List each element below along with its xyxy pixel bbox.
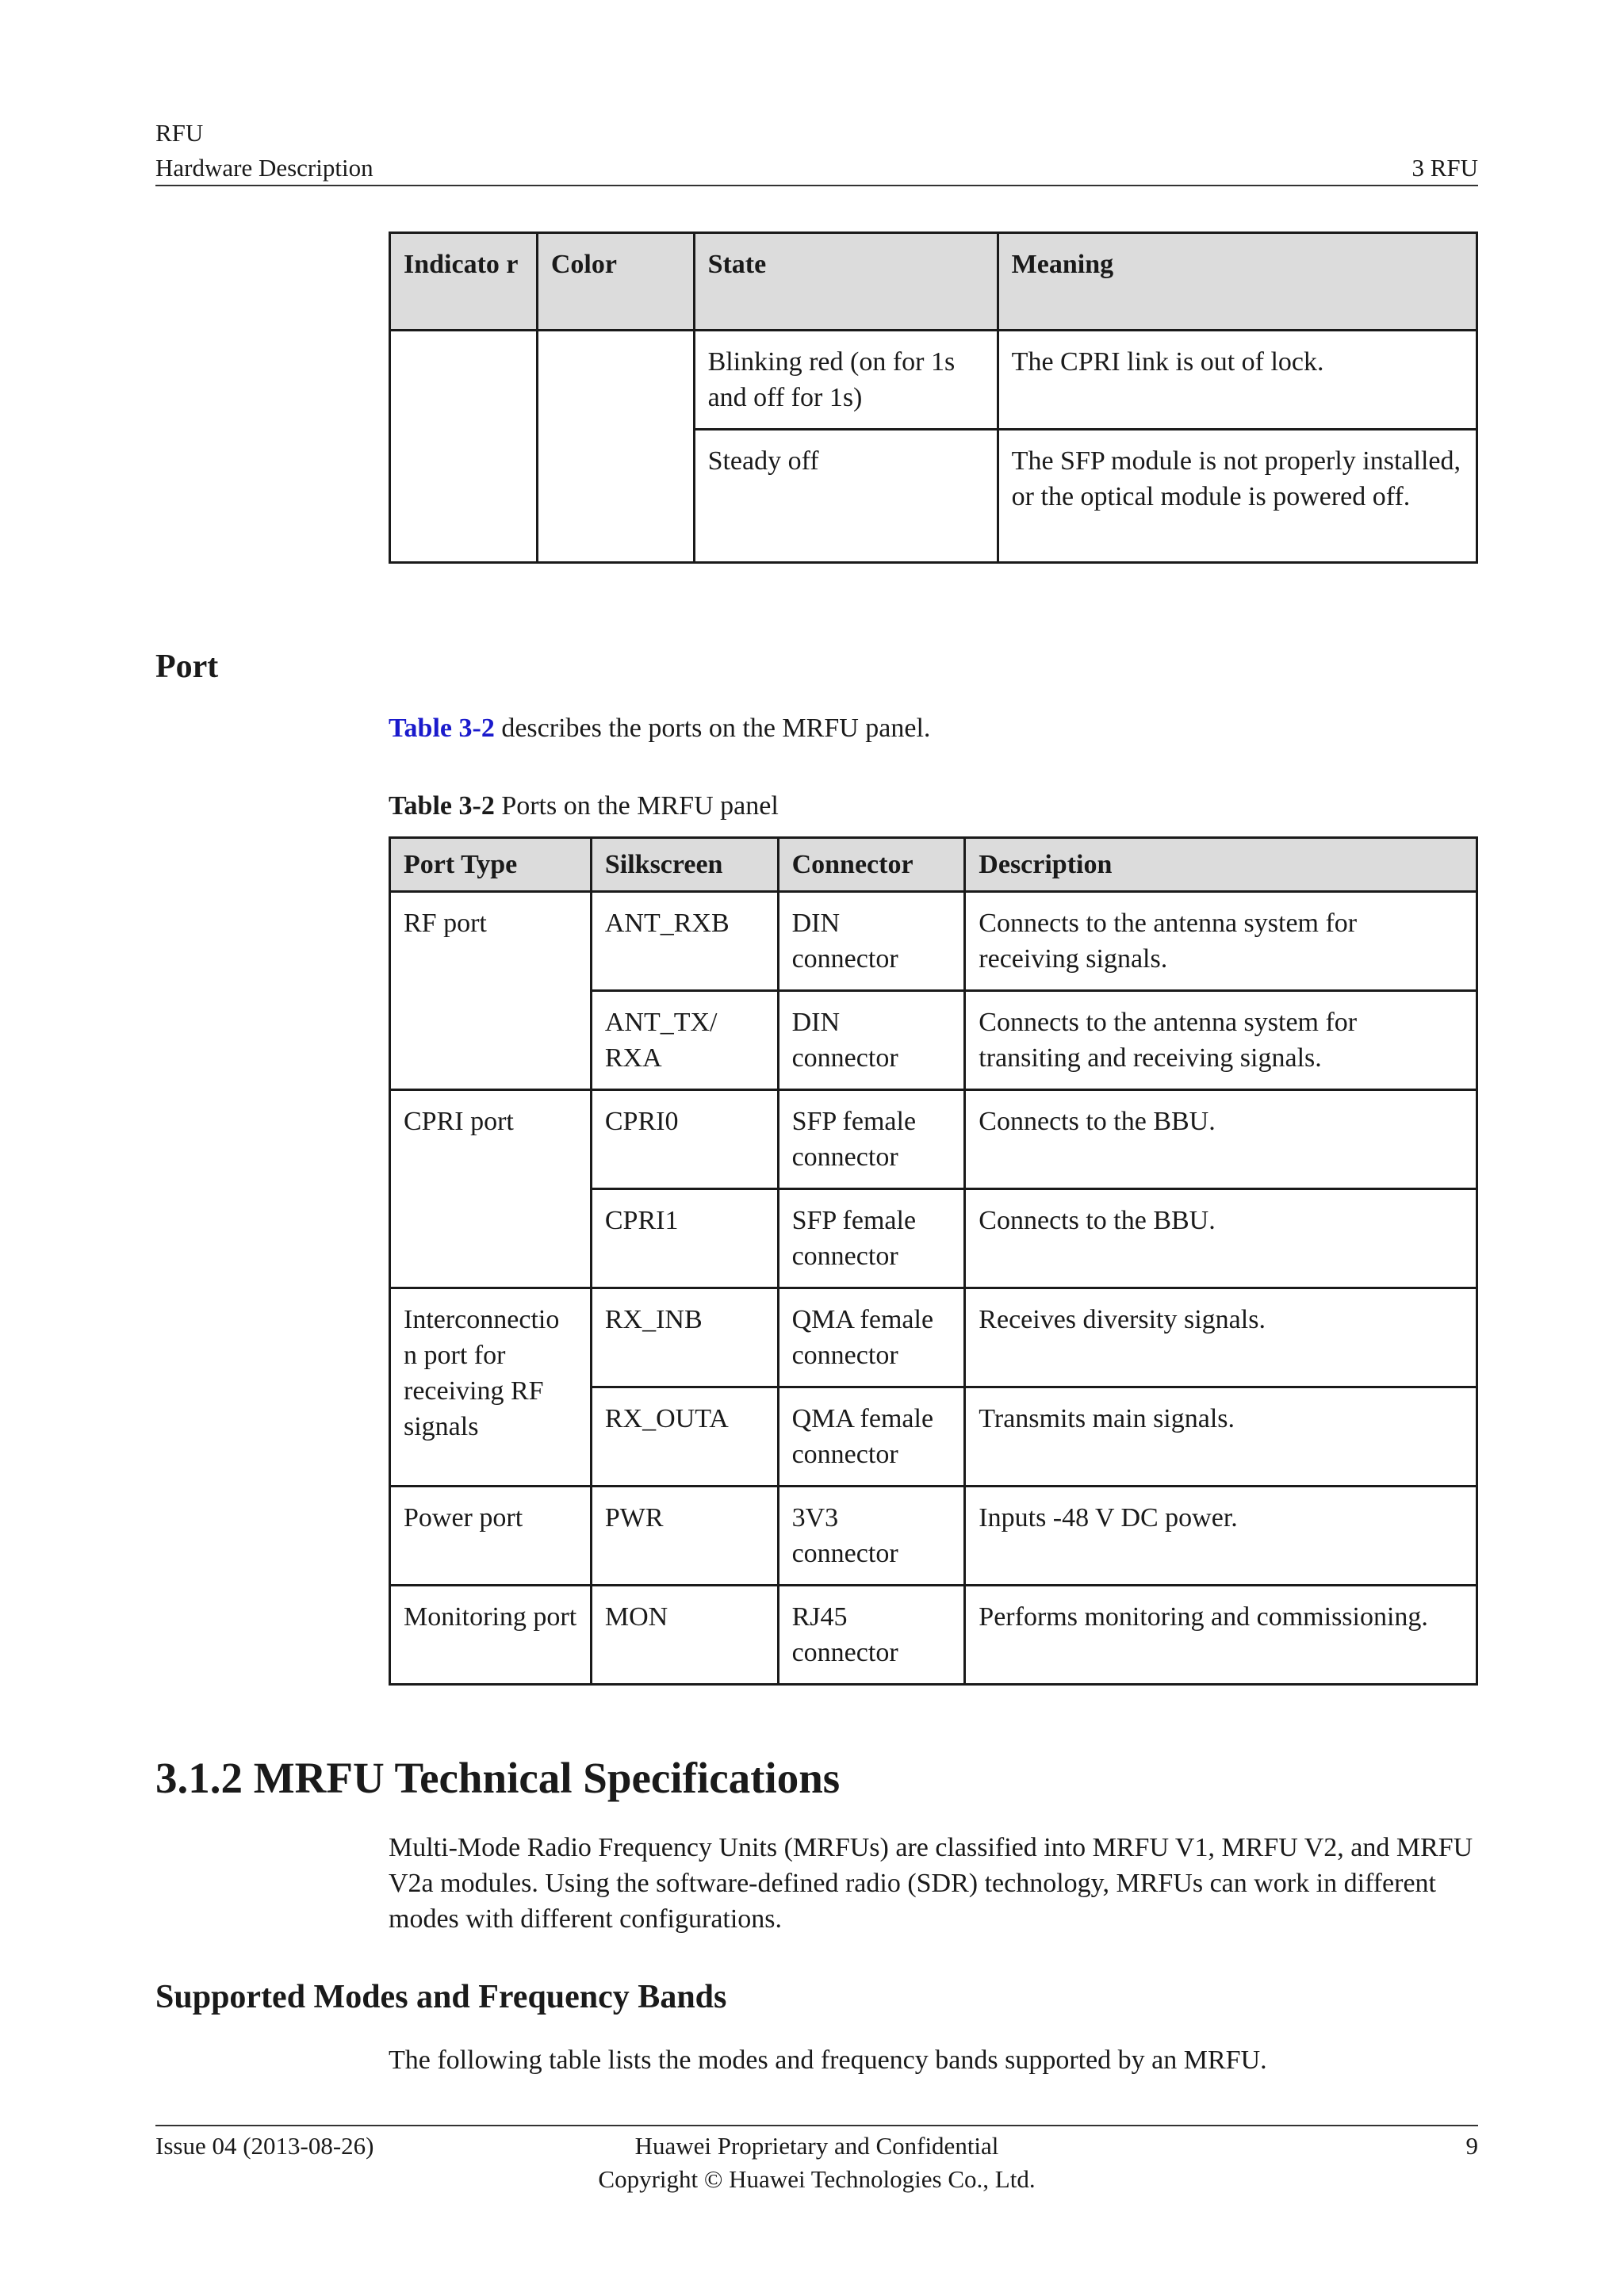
specifications-paragraph: Multi-Mode Radio Frequency Units (MRFUs) are classified into MRFU V1, MRFU V2, and MRFU V2a modules. Using the software-defined radio (SDR) technology, MRFUs can work in different modes with different configurations. — [389, 1833, 1473, 1934]
table-row — [390, 1487, 1477, 1586]
table-row — [390, 1090, 1477, 1189]
footer-page-number: 9 — [1465, 2132, 1478, 2160]
section-heading-technical-specifications: 3.1.2 MRFU Technical Specifications — [155, 1754, 841, 1802]
description-cell: Receives diversity signals. — [965, 1288, 1477, 1387]
connector-cell: DIN connector — [778, 991, 965, 1090]
silkscreen-cell: ANT_RXB — [591, 892, 778, 991]
header-product: RFU — [155, 119, 204, 147]
table-caption — [389, 788, 1478, 824]
port-intro-text: describes the ports on the MRFU panel. — [494, 714, 931, 743]
section-heading-modes-bands: Supported Modes and Frequency Bands — [155, 1979, 727, 2015]
color-cell-empty — [537, 331, 694, 563]
table-row — [390, 1288, 1477, 1387]
silkscreen-cell: CPRI1 — [591, 1189, 778, 1288]
description-cell: Connects to the BBU. — [965, 1189, 1477, 1288]
footer-issue: Issue 04 (2013-08-26) — [155, 2132, 374, 2160]
connector-cell: SFP female connector — [778, 1189, 965, 1288]
silkscreen-cell: PWR — [591, 1487, 778, 1586]
table-reference-link[interactable]: Table 3-2 — [389, 714, 495, 743]
header-rule — [155, 185, 1478, 186]
description-cell: Connects to the antenna system for transiting and receiving signals. — [965, 991, 1477, 1090]
silkscreen-cell: RX_INB — [591, 1288, 778, 1387]
footer-rule — [155, 2125, 1478, 2126]
port-type-cell: Interconnectio n port for receiving RF signals — [390, 1288, 592, 1487]
connector-cell: QMA female connector — [778, 1288, 965, 1387]
table-header-row — [390, 838, 1477, 892]
column-header-connector: Connector — [778, 838, 965, 892]
connector-cell: QMA female connector — [778, 1387, 965, 1487]
port-type-cell: CPRI port — [390, 1090, 592, 1288]
table-header-row — [390, 233, 1477, 331]
footer-confidentiality — [500, 2130, 1134, 2196]
modes-paragraph: The following table lists the modes and frequency bands supported by an MRFU. — [389, 2045, 1267, 2075]
column-header-indicator: Indicato r — [390, 233, 538, 331]
connector-cell: SFP female connector — [778, 1090, 965, 1189]
column-header-color: Color — [537, 233, 694, 331]
description-cell: Connects to the antenna system for receiving signals. — [965, 892, 1477, 991]
connector-cell: RJ45 connector — [778, 1586, 965, 1685]
column-header-description: Description — [965, 838, 1477, 892]
state-cell: Steady off — [694, 430, 998, 563]
port-type-cell: Monitoring port — [390, 1586, 592, 1685]
table-row — [390, 892, 1477, 991]
description-cell: Performs monitoring and commissioning. — [965, 1586, 1477, 1685]
state-cell: Blinking red (on for 1s and off for 1s) — [694, 331, 998, 430]
description-cell: Transmits main signals. — [965, 1387, 1477, 1487]
port-intro-paragraph — [389, 710, 1478, 746]
silkscreen-cell: RX_OUTA — [591, 1387, 778, 1487]
table-row — [390, 331, 1477, 430]
connector-cell: 3V3 connector — [778, 1487, 965, 1586]
table-row — [390, 1586, 1477, 1685]
indicator-cell-empty — [390, 331, 538, 563]
port-type-cell: Power port — [390, 1487, 592, 1586]
column-header-state: State — [694, 233, 998, 331]
header-document-title: Hardware Description — [155, 154, 373, 182]
silkscreen-cell: MON — [591, 1586, 778, 1685]
description-cell: Inputs -48 V DC power. — [965, 1487, 1477, 1586]
footer-proprietary-line: Huawei Proprietary and Confidential — [634, 2132, 999, 2160]
port-type-cell: RF port — [390, 892, 592, 1090]
column-header-meaning: Meaning — [998, 233, 1477, 331]
ports-table — [389, 836, 1478, 1686]
meaning-cell: The SFP module is not properly installed, or the optical module is powered off. — [998, 430, 1477, 563]
silkscreen-cell: CPRI0 — [591, 1090, 778, 1189]
connector-cell: DIN connector — [778, 892, 965, 991]
indicator-table — [389, 232, 1478, 564]
column-header-port-type: Port Type — [390, 838, 592, 892]
column-header-silkscreen: Silkscreen — [591, 838, 778, 892]
table-caption-text: Ports on the MRFU panel — [494, 791, 779, 821]
description-cell: Connects to the BBU. — [965, 1090, 1477, 1189]
table-caption-label: Table 3-2 — [389, 791, 495, 821]
section-heading-port: Port — [155, 649, 219, 685]
footer-copyright-line: Copyright © Huawei Technologies Co., Ltd. — [598, 2165, 1036, 2193]
header-chapter: 3 RFU — [1411, 154, 1478, 182]
meaning-cell: The CPRI link is out of lock. — [998, 331, 1477, 430]
silkscreen-cell: ANT_TX/ RXA — [591, 991, 778, 1090]
